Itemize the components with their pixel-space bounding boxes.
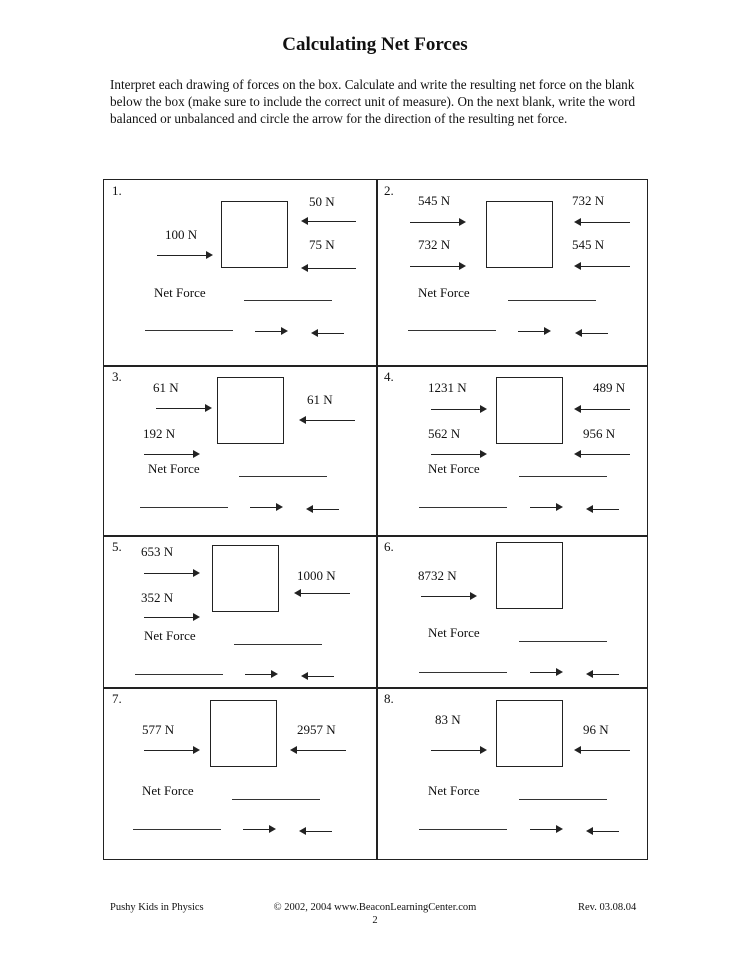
- arrow-left-icon: [301, 264, 356, 272]
- net-force-label: Net Force: [144, 628, 196, 643]
- problem-number: 1.: [112, 183, 122, 198]
- force-label: 75 N: [309, 237, 335, 252]
- direction-left-arrow-icon[interactable]: [299, 827, 332, 835]
- direction-right-arrow-icon[interactable]: [255, 327, 288, 335]
- arrow-right-icon: [157, 251, 213, 259]
- column-divider: [376, 180, 378, 859]
- footer-center: © 2002, 2004 www.BeaconLearningCenter.com: [273, 902, 477, 913]
- force-label: 100 N: [165, 227, 198, 242]
- force-label: 61 N: [307, 392, 333, 407]
- arrow-right-icon: [144, 450, 200, 458]
- arrow-left-icon: [301, 217, 356, 225]
- row-divider: [104, 687, 647, 689]
- arrow-right-icon: [431, 746, 487, 754]
- direction-right-arrow-icon[interactable]: [530, 668, 563, 676]
- problem-number: 3.: [112, 369, 122, 384]
- direction-left-arrow-icon[interactable]: [586, 827, 619, 835]
- direction-left-arrow-icon[interactable]: [301, 672, 334, 680]
- arrow-left-icon: [574, 262, 630, 270]
- arrow-left-icon: [299, 416, 355, 424]
- force-label: 96 N: [583, 722, 609, 737]
- net-force-blank[interactable]: [519, 476, 607, 477]
- page-number: 2: [372, 915, 378, 926]
- force-box: [210, 700, 277, 767]
- footer-right: Rev. 03.08.04: [578, 902, 637, 913]
- force-label: 50 N: [309, 194, 335, 209]
- net-force-label: Net Force: [142, 783, 194, 798]
- problems-grid: [103, 179, 648, 860]
- balanced-blank[interactable]: [135, 674, 223, 675]
- force-label: 732 N: [418, 237, 451, 252]
- arrow-right-icon: [144, 613, 200, 621]
- force-box: [496, 377, 563, 444]
- arrow-right-icon: [156, 404, 212, 412]
- balanced-blank[interactable]: [140, 507, 228, 508]
- direction-left-arrow-icon[interactable]: [306, 505, 339, 513]
- force-label: 2957 N: [297, 722, 336, 737]
- force-box: [212, 545, 279, 612]
- direction-right-arrow-icon[interactable]: [245, 670, 278, 678]
- net-force-blank[interactable]: [508, 300, 596, 301]
- balanced-blank[interactable]: [408, 330, 496, 331]
- force-label: 545 N: [572, 237, 605, 252]
- force-box: [496, 542, 563, 609]
- net-force-label: Net Force: [154, 285, 206, 300]
- net-force-blank[interactable]: [519, 799, 607, 800]
- direction-left-arrow-icon[interactable]: [311, 329, 344, 337]
- arrow-left-icon: [574, 450, 630, 458]
- net-force-label: Net Force: [428, 783, 480, 798]
- net-force-blank[interactable]: [232, 799, 320, 800]
- direction-left-arrow-icon[interactable]: [575, 329, 608, 337]
- net-force-blank[interactable]: [239, 476, 327, 477]
- arrow-right-icon: [431, 450, 487, 458]
- direction-left-arrow-icon[interactable]: [586, 505, 619, 513]
- problem-number: 6.: [384, 539, 394, 554]
- force-label: 489 N: [593, 380, 626, 395]
- arrow-right-icon: [410, 218, 466, 226]
- problem-number: 7.: [112, 691, 122, 706]
- net-force-label: Net Force: [428, 625, 480, 640]
- arrow-right-icon: [144, 569, 200, 577]
- net-force-blank[interactable]: [234, 644, 322, 645]
- force-label: 956 N: [583, 426, 616, 441]
- net-force-blank[interactable]: [519, 641, 607, 642]
- page-title: Calculating Net Forces: [282, 34, 468, 55]
- arrow-left-icon: [574, 218, 630, 226]
- arrow-right-icon: [144, 746, 200, 754]
- net-force-label: Net Force: [148, 461, 200, 476]
- arrow-right-icon: [421, 592, 477, 600]
- arrow-left-icon: [294, 589, 350, 597]
- force-box: [496, 700, 563, 767]
- force-label: 653 N: [141, 544, 174, 559]
- direction-right-arrow-icon[interactable]: [250, 503, 283, 511]
- net-force-label: Net Force: [418, 285, 470, 300]
- arrow-left-icon: [574, 405, 630, 413]
- direction-right-arrow-icon[interactable]: [243, 825, 276, 833]
- arrow-right-icon: [410, 262, 466, 270]
- force-label: 1231 N: [428, 380, 467, 395]
- problem-number: 5.: [112, 539, 122, 554]
- balanced-blank[interactable]: [145, 330, 233, 331]
- force-label: 1000 N: [297, 568, 336, 583]
- footer-left: Pushy Kids in Physics: [110, 902, 204, 913]
- force-label: 192 N: [143, 426, 176, 441]
- problem-number: 2.: [384, 183, 394, 198]
- arrow-right-icon: [431, 405, 487, 413]
- force-label: 732 N: [572, 193, 605, 208]
- force-label: 545 N: [418, 193, 451, 208]
- arrow-left-icon: [574, 746, 630, 754]
- row-divider: [104, 365, 647, 367]
- net-force-label: Net Force: [428, 461, 480, 476]
- direction-right-arrow-icon[interactable]: [530, 503, 563, 511]
- force-label: 352 N: [141, 590, 174, 605]
- force-label: 61 N: [153, 380, 179, 395]
- force-box: [486, 201, 553, 268]
- row-divider: [104, 535, 647, 537]
- arrow-left-icon: [290, 746, 346, 754]
- force-label: 8732 N: [418, 568, 457, 583]
- direction-left-arrow-icon[interactable]: [586, 670, 619, 678]
- force-box: [217, 377, 284, 444]
- direction-right-arrow-icon[interactable]: [518, 327, 551, 335]
- force-box: [221, 201, 288, 268]
- balanced-blank[interactable]: [419, 672, 507, 673]
- problem-number: 4.: [384, 369, 394, 384]
- balanced-blank[interactable]: [419, 829, 507, 830]
- balanced-blank[interactable]: [133, 829, 221, 830]
- balanced-blank[interactable]: [419, 507, 507, 508]
- problem-number: 8.: [384, 691, 394, 706]
- force-label: 577 N: [142, 722, 175, 737]
- direction-right-arrow-icon[interactable]: [530, 825, 563, 833]
- force-label: 83 N: [435, 712, 461, 727]
- net-force-blank[interactable]: [244, 300, 332, 301]
- force-label: 562 N: [428, 426, 461, 441]
- instructions: Interpret each drawing of forces on the box. Calculate and write the resulting net force on the blank below the box (make sure to include the correct unit of measure). On the next blank, write the word balanced or unbalanced and circle the arrow for the direction of the resulting net force.: [110, 77, 636, 126]
